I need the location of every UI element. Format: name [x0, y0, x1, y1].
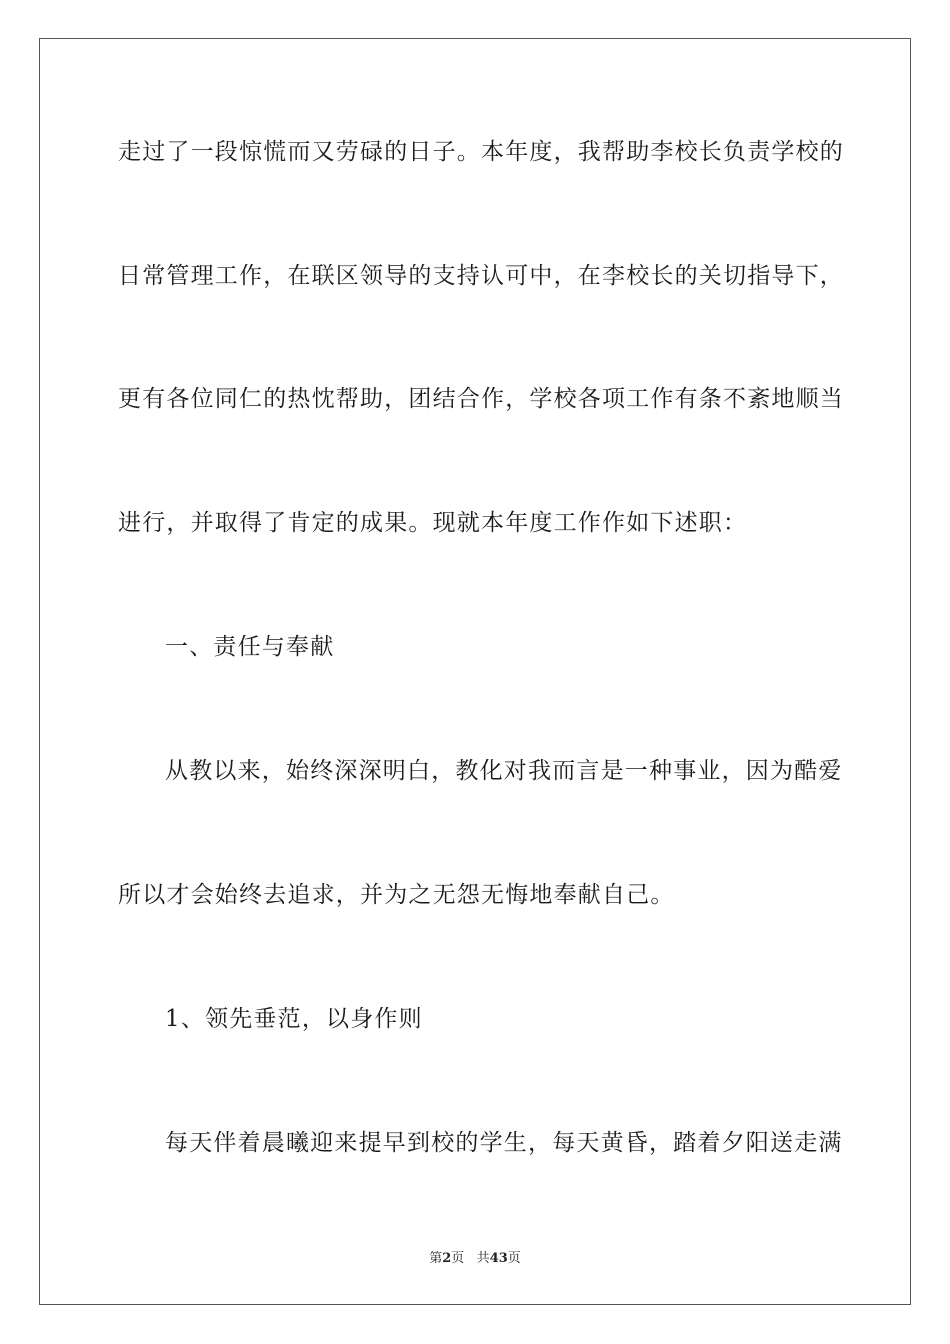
footer-page-unit: 页 — [451, 1251, 465, 1266]
footer-total-unit: 页 — [507, 1251, 521, 1266]
page-frame — [39, 38, 911, 1305]
paragraph-line-5: 从教以来，始终深深明白，教化对我而言是一种事业，因为酷爱 — [165, 758, 843, 784]
paragraph-line-7: 每天伴着晨曦迎来提早到校的学生，每天黄昏，踏着夕阳送走满 — [165, 1130, 843, 1156]
footer-total-pages: 43 — [489, 1251, 508, 1266]
paragraph-line-2: 日常管理工作，在联区领导的支持认可中，在李校长的关切指导下， — [118, 263, 844, 289]
paragraph-line-6: 所以才会始终去追求，并为之无怨无悔地奉献自己。 — [118, 882, 675, 908]
section-heading: 一、责任与奉献 — [165, 634, 335, 660]
footer-page-prefix: 第 — [429, 1251, 443, 1266]
paragraph-line-3: 更有各位同仁的热忱帮助，团结合作，学校各项工作有条不紊地顺当 — [118, 386, 844, 412]
footer-total-prefix: 共 — [476, 1251, 490, 1266]
footer-page-number: 2 — [442, 1251, 452, 1266]
subsection-heading: 1、领先垂范，以身作则 — [165, 1006, 423, 1032]
page-footer — [0, 1247, 950, 1266]
paragraph-line-1: 走过了一段惊慌而又劳碌的日子。本年度，我帮助李校长负责学校的 — [118, 139, 844, 165]
paragraph-line-4: 进行，并取得了肯定的成果。现就本年度工作作如下述职： — [118, 510, 748, 536]
